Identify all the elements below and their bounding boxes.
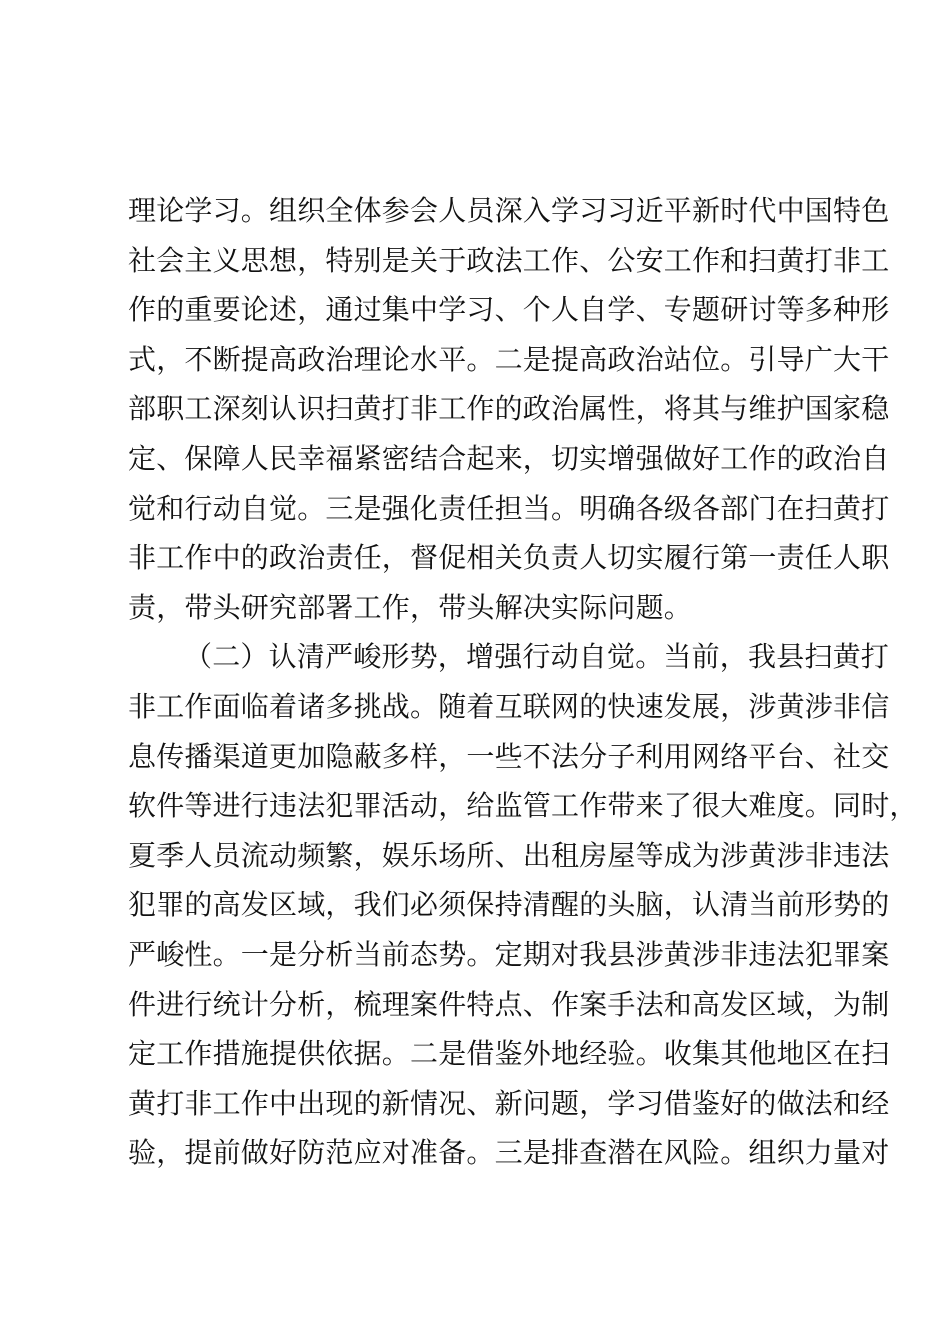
text-line: 觉和行动自觉。三是强化责任担当。明确各级各部门在扫黄打	[128, 491, 890, 525]
text-line: 理论学习。组织全体参会人员深入学习习近平新时代中国特色	[128, 194, 890, 227]
document-body	[128, 186, 918, 1178]
text-line: 软件等进行违法犯罪活动，给监管工作带来了很大难度。同时，	[128, 789, 918, 823]
text-line: 责，带头研究部署工作，带头解决实际问题。	[128, 590, 693, 624]
text-line: 息传播渠道更加隐蔽多样，一些不法分子利用网络平台、社交	[128, 739, 890, 773]
paragraph-situation-analysis	[128, 632, 918, 1178]
text-line: 作的重要论述，通过集中学习、个人自学、专题研讨等多种形	[128, 293, 890, 327]
text-line: 件进行统计分析，梳理案件特点、作案手法和高发区域，为制	[128, 987, 890, 1021]
paragraph-political-study	[128, 186, 890, 632]
text-line: 夏季人员流动频繁，娱乐场所、出租房屋等成为涉黄涉非违法	[128, 838, 890, 872]
text-line: 非工作面临着诸多挑战。随着互联网的快速发展，涉黄涉非信	[128, 689, 890, 723]
text-line: 社会主义思想，特别是关于政法工作、公安工作和扫黄打非工	[128, 243, 890, 277]
text-line: 部职工深刻认识扫黄打非工作的政治属性，将其与维护国家稳	[128, 392, 890, 426]
text-line: 严峻性。一是分析当前态势。定期对我县涉黄涉非违法犯罪案	[128, 937, 890, 971]
text-line: 非工作中的政治责任，督促相关负责人切实履行第一责任人职	[128, 541, 890, 575]
text-line: 黄打非工作中出现的新情况、新问题，学习借鉴好的做法和经	[128, 1086, 890, 1120]
text-line: 验，提前做好防范应对准备。三是排查潜在风险。组织力量对	[128, 1136, 890, 1170]
text-line: 定工作措施提供依据。二是借鉴外地经验。收集其他地区在扫	[128, 1037, 890, 1071]
section-heading-line: （二）认清严峻形势，增强行动自觉。当前，我县扫黄打	[184, 640, 890, 674]
text-line: 式，不断提高政治理论水平。二是提高政治站位。引导广大干	[128, 342, 890, 376]
text-line: 犯罪的高发区域，我们必须保持清醒的头脑，认清当前形势的	[128, 888, 890, 922]
text-line: 定、保障人民幸福紧密结合起来，切实增强做好工作的政治自	[128, 441, 890, 475]
